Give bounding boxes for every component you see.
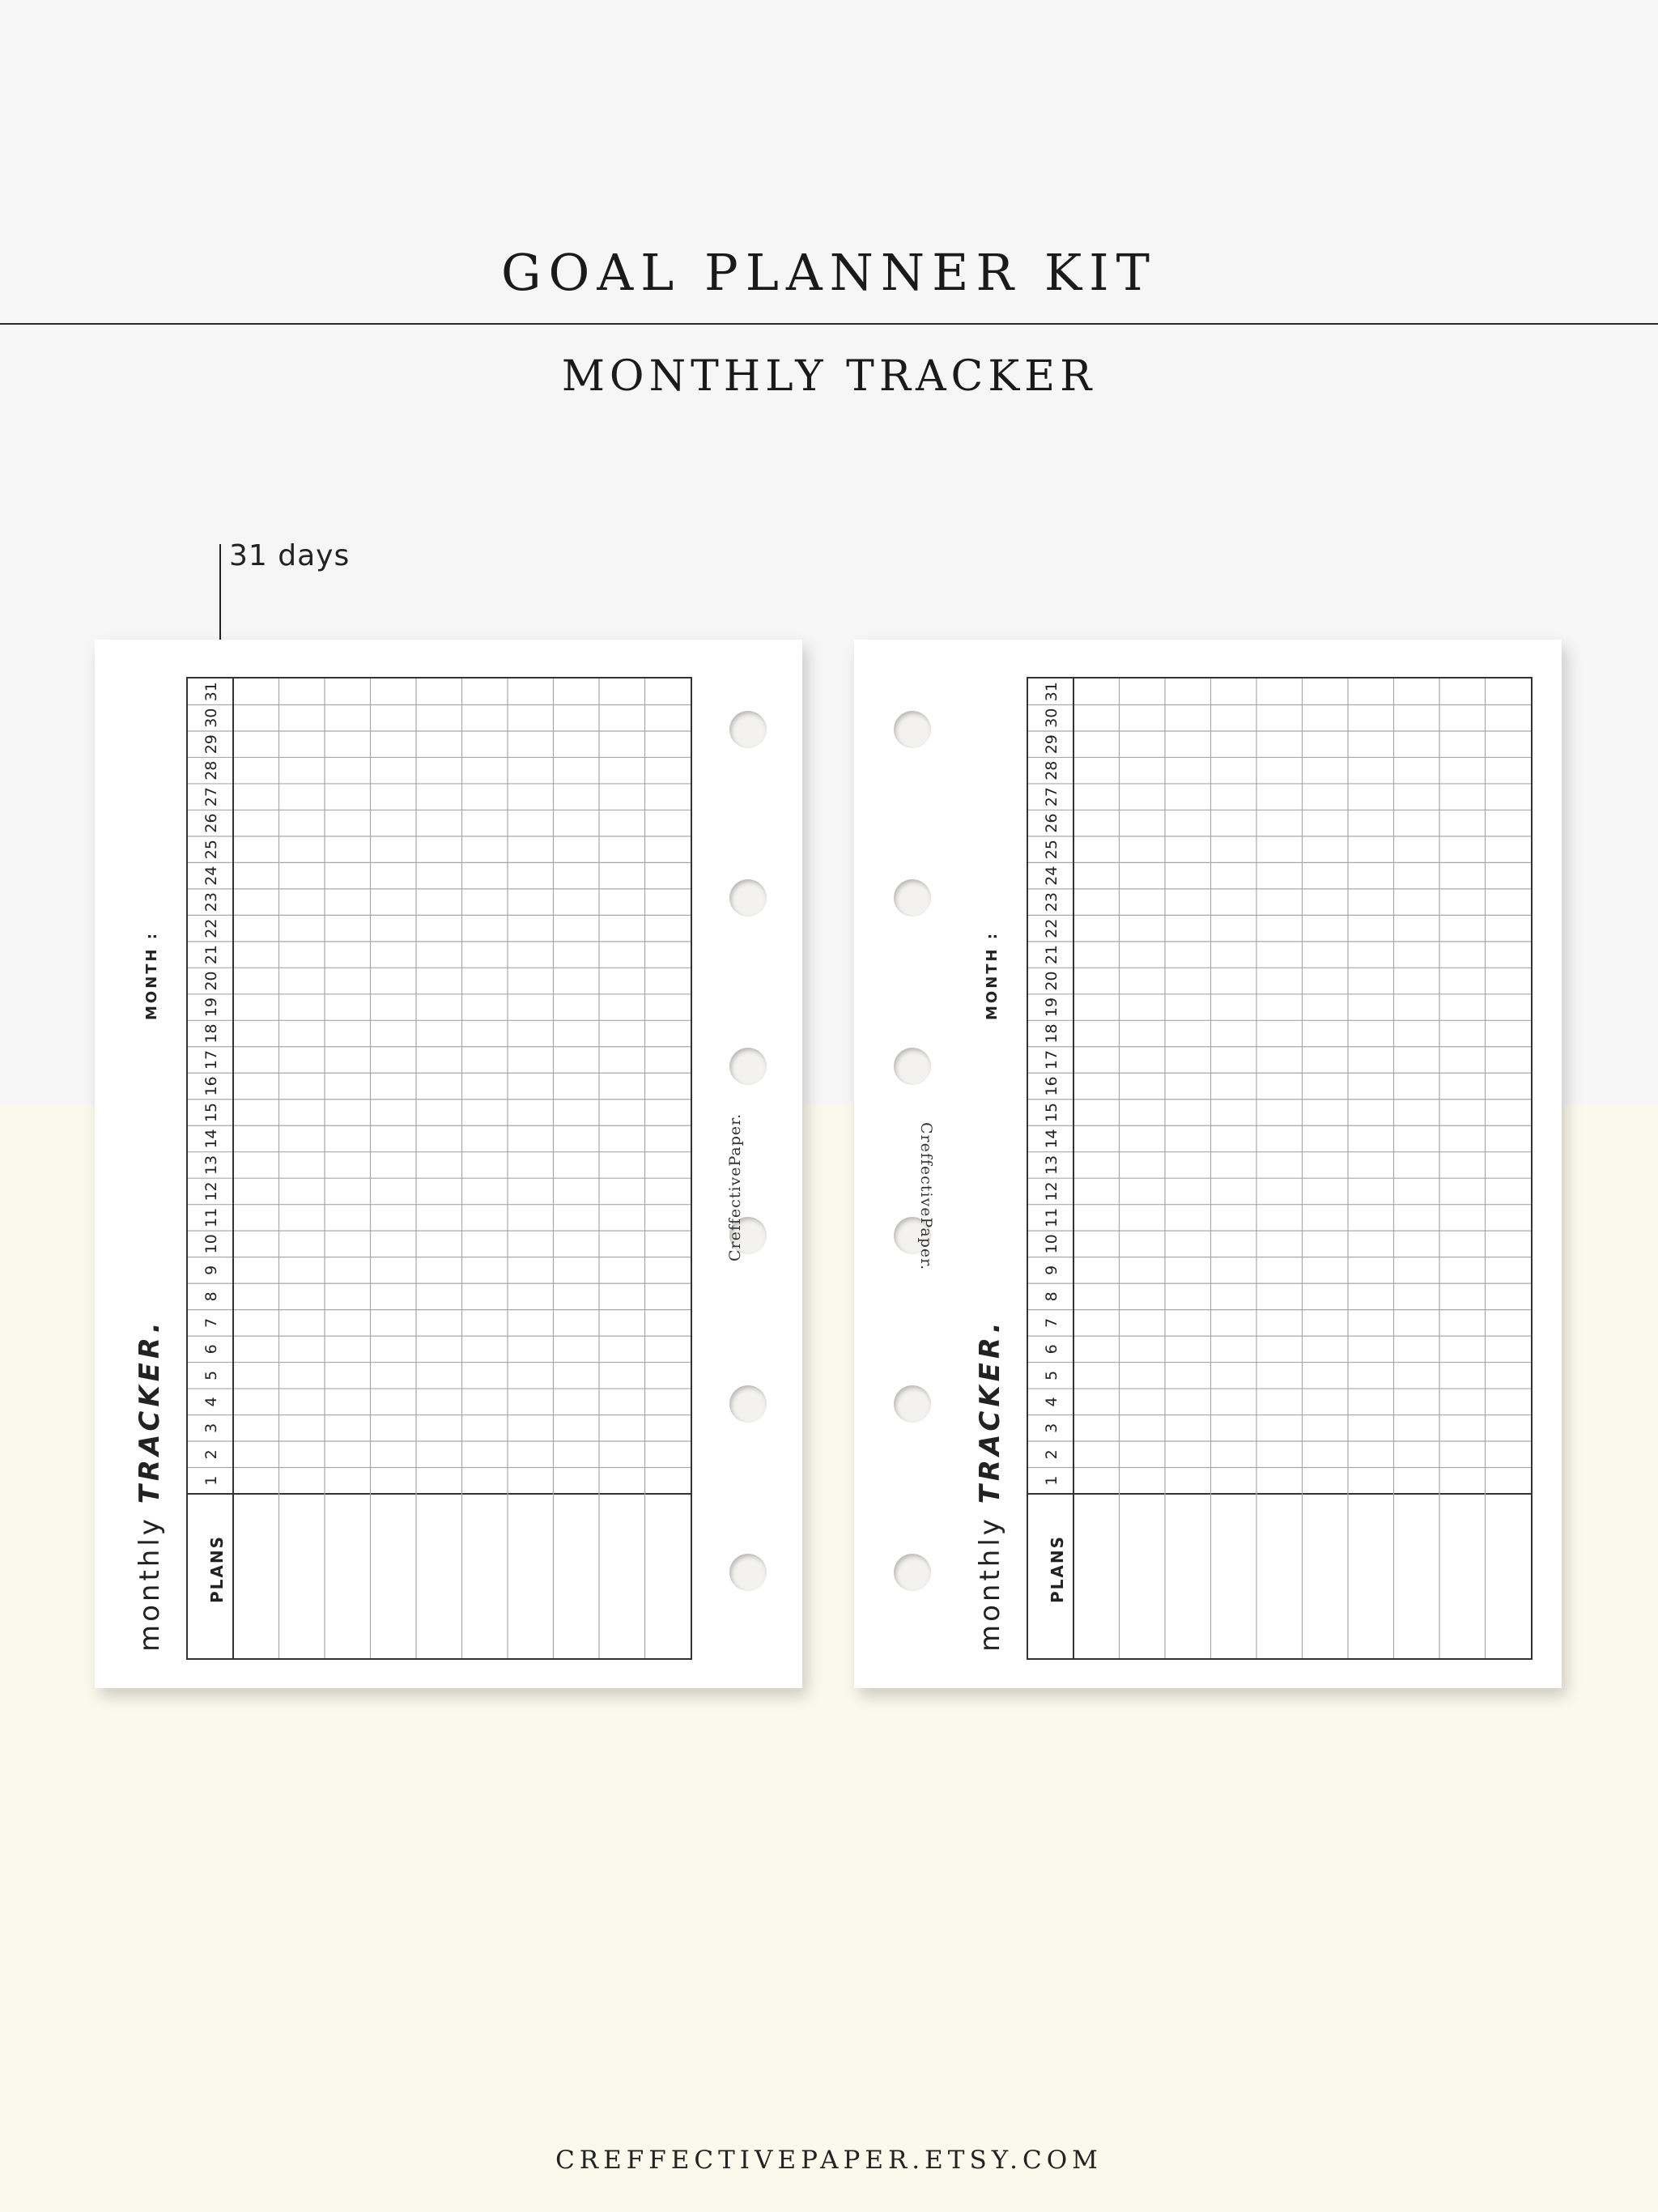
- day-number: 13: [202, 1155, 220, 1176]
- plans-label: PLANS: [1048, 1534, 1067, 1603]
- grid-svg: [1028, 678, 1531, 1658]
- tracker-title-regular: monthly: [974, 1516, 1006, 1652]
- day-number: 8: [1043, 1291, 1061, 1302]
- day-number: 28: [1043, 760, 1061, 781]
- tracker-title-bold: TRACKER.: [134, 1318, 166, 1504]
- day-number: 29: [1043, 734, 1061, 755]
- tracker-title-regular: monthly: [134, 1516, 166, 1652]
- tracker-title-bold: TRACKER.: [974, 1318, 1006, 1504]
- binder-hole: [729, 1554, 767, 1591]
- day-number: 6: [1043, 1344, 1061, 1355]
- day-number: 9: [202, 1265, 220, 1275]
- day-number: 30: [202, 708, 220, 728]
- day-number: 22: [202, 918, 220, 938]
- day-number: 18: [1043, 1023, 1061, 1044]
- day-number: 20: [202, 971, 220, 991]
- day-number: 2: [1043, 1449, 1061, 1460]
- day-number: 21: [202, 944, 220, 965]
- day-number: 23: [1043, 892, 1061, 912]
- day-number: 25: [202, 840, 220, 860]
- binder-hole: [729, 711, 767, 748]
- day-number: 1: [202, 1475, 220, 1486]
- day-number: 25: [1043, 840, 1061, 860]
- day-number: 8: [202, 1291, 220, 1302]
- day-number: 11: [1043, 1207, 1061, 1228]
- brand-watermark: CreffectivePaper.: [726, 1112, 744, 1261]
- footer-url: CREFFECTIVEPAPER.ETSY.COM: [555, 2146, 1103, 2175]
- day-number: 31: [202, 682, 220, 702]
- day-number: 4: [1043, 1397, 1061, 1407]
- binder-hole: [894, 1554, 931, 1591]
- day-number: 4: [202, 1397, 220, 1407]
- day-number: 27: [1043, 787, 1061, 807]
- day-number: 10: [202, 1234, 220, 1254]
- day-number: 31: [1043, 682, 1061, 702]
- binder-hole: [894, 1048, 931, 1085]
- day-number: 26: [202, 813, 220, 833]
- day-number: 22: [1043, 918, 1061, 938]
- tracker-title: [134, 1318, 166, 1652]
- day-number: 23: [202, 892, 220, 912]
- tracker-grid: [1027, 677, 1533, 1660]
- binder-hole: [729, 1048, 767, 1085]
- day-number: 14: [202, 1129, 220, 1149]
- page-subtitle: MONTHLY TRACKER: [561, 352, 1097, 401]
- day-number: 7: [1043, 1317, 1061, 1328]
- day-number: 3: [202, 1423, 220, 1433]
- day-number: 14: [1043, 1129, 1061, 1149]
- day-number: 28: [202, 760, 220, 781]
- day-number: 12: [1043, 1181, 1061, 1202]
- day-number: 9: [1043, 1265, 1061, 1275]
- day-number: 13: [1043, 1155, 1061, 1176]
- binder-hole: [729, 1385, 767, 1423]
- month-label: MONTH :: [143, 930, 160, 1020]
- day-number: 12: [202, 1181, 220, 1202]
- day-number: 15: [202, 1102, 220, 1123]
- day-number: 21: [1043, 944, 1061, 965]
- tracker-grid: [186, 677, 692, 1660]
- day-number: 7: [202, 1317, 220, 1328]
- day-number: 19: [202, 997, 220, 1018]
- month-label: MONTH :: [984, 930, 1001, 1020]
- day-number: 5: [202, 1370, 220, 1380]
- day-number: 17: [1043, 1049, 1061, 1070]
- day-number: 3: [1043, 1423, 1061, 1433]
- day-number: 27: [202, 787, 220, 807]
- day-number: 10: [1043, 1234, 1061, 1254]
- binder-hole: [894, 711, 931, 748]
- day-number: 16: [1043, 1076, 1061, 1096]
- day-number: 24: [1043, 866, 1061, 886]
- day-number: 29: [202, 734, 220, 755]
- day-number: 5: [1043, 1370, 1061, 1380]
- page-title: GOAL PLANNER KIT: [501, 243, 1157, 302]
- day-number: 15: [1043, 1102, 1061, 1123]
- callout-label: 31 days: [229, 539, 351, 572]
- plans-label: PLANS: [207, 1534, 227, 1603]
- brand-watermark: CreffectivePaper.: [917, 1122, 935, 1271]
- day-number: 2: [202, 1449, 220, 1460]
- day-number: 1: [1043, 1475, 1061, 1486]
- day-number: 11: [202, 1207, 220, 1228]
- day-number: 20: [1043, 971, 1061, 991]
- grid-svg: [188, 678, 691, 1658]
- binder-hole: [894, 879, 931, 917]
- binder-hole: [894, 1385, 931, 1423]
- day-number: 17: [202, 1049, 220, 1070]
- day-number: 24: [202, 866, 220, 886]
- planner-page-right: [854, 640, 1562, 1688]
- day-number: 26: [1043, 813, 1061, 833]
- day-number: 6: [202, 1344, 220, 1355]
- day-number: 16: [202, 1076, 220, 1096]
- tracker-title: [974, 1318, 1006, 1652]
- day-number: 19: [1043, 997, 1061, 1018]
- planner-page-left: [95, 640, 802, 1688]
- title-divider: [0, 323, 1658, 325]
- day-number: 18: [202, 1023, 220, 1044]
- binder-hole: [729, 879, 767, 917]
- day-number: 30: [1043, 708, 1061, 728]
